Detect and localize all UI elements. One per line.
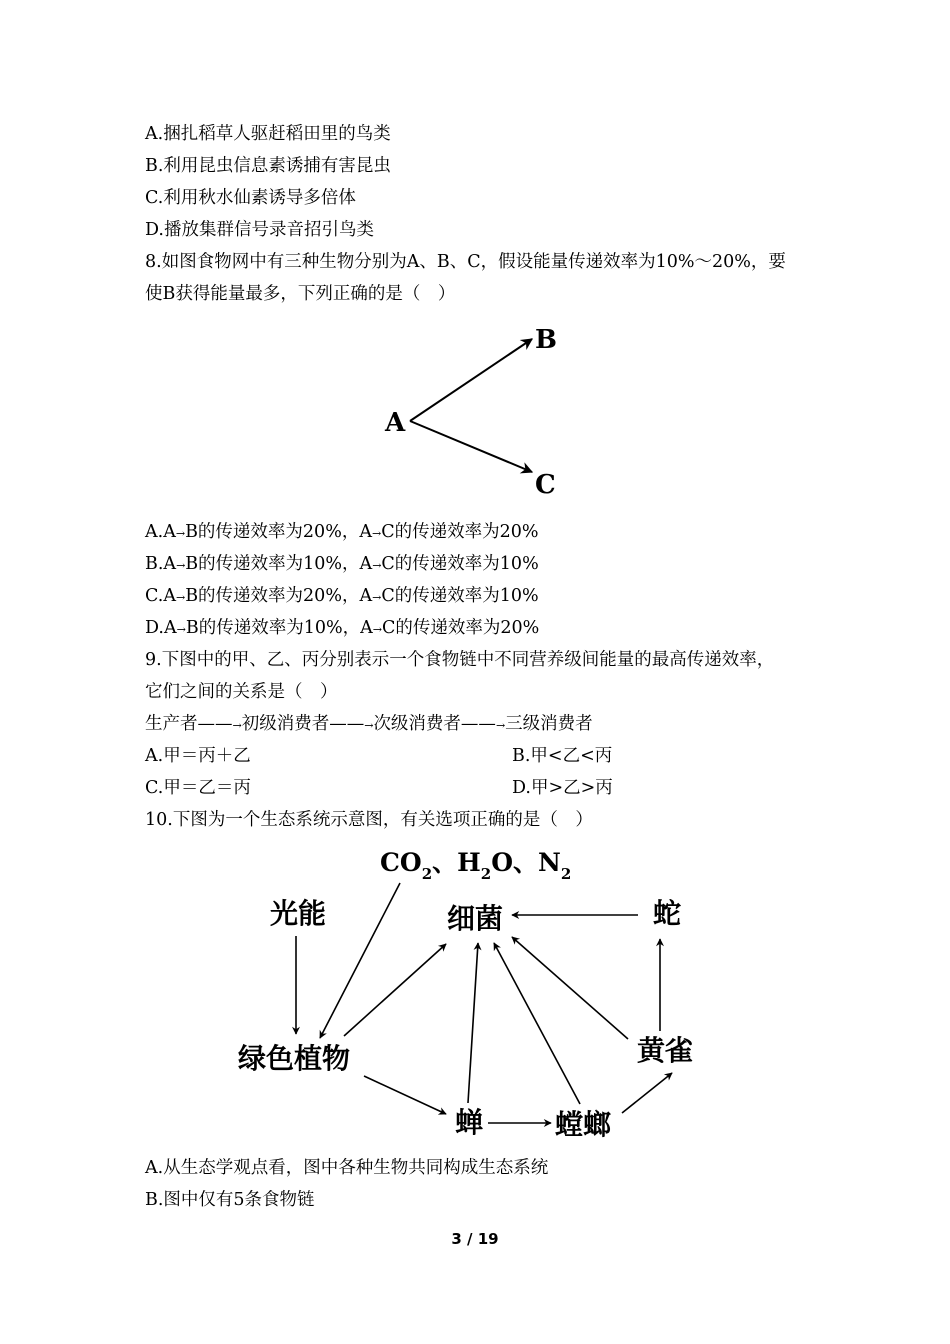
q9-option-c: C.甲＝乙＝丙 — [145, 778, 251, 798]
q8-stem-line2: 使B获得能量最多，下列正确的是（ ） — [145, 284, 456, 304]
q10-arrow-gases-plant — [320, 883, 400, 1038]
q9-stem-line2: 它们之间的关系是（ ） — [145, 682, 338, 702]
q8-stem-line1: 8.如图食物网中有三种生物分别为A、B、C，假设能量传递效率为10%～20%，要 — [145, 252, 786, 272]
q9-stem-line1: 9.下图中的甲、乙、丙分别表示一个食物链中不同营养级间能量的最高传递效率， — [145, 650, 775, 670]
q10-node-mantis: 螳螂 — [555, 1108, 612, 1141]
q9-option-b: B.甲<乙<丙 — [512, 746, 613, 766]
q9-option-d: D.甲>乙>丙 — [512, 778, 613, 798]
q10-arrow-oriole-bacteria — [512, 937, 628, 1039]
q10-arrow-mantis-oriole — [622, 1073, 672, 1113]
q10-option-b: B.图中仅有5条食物链 — [145, 1190, 315, 1210]
q10-node-oriole: 黄雀 — [637, 1034, 694, 1067]
q10-arrow-cicada-bacteria — [468, 943, 478, 1103]
q10-label-gases: $CO_2$、$H_2O$、$N_2$ — [380, 848, 572, 883]
q8-option-d: D.A→B的传递效率为10%，A→C的传递效率为20% — [145, 618, 540, 638]
q10-node-bacteria: 细菌 — [447, 902, 504, 935]
q8-option-b: B.A→B的传递效率为10%，A→C的传递效率为10% — [145, 554, 539, 574]
q7-option-c: C.利用秋水仙素诱导多倍体 — [145, 188, 356, 208]
q9-food-chain: 生产者——→初级消费者——→次级消费者——→三级消费者 — [145, 714, 593, 734]
q10-option-a: A.从生态学观点看，图中各种生物共同构成生态系统 — [145, 1158, 549, 1178]
q7-option-b: B.利用昆虫信息素诱捕有害昆虫 — [145, 156, 391, 176]
q10-arrow-mantis-bacteria — [494, 943, 580, 1104]
q8-node-c: C — [535, 470, 556, 500]
q9-option-a: A.甲＝丙＋乙 — [145, 746, 251, 766]
q10-node-plant: 绿色植物 — [238, 1042, 351, 1075]
q8-node-b: B — [535, 325, 557, 355]
q10-stem: 10.下图为一个生态系统示意图，有关选项正确的是（ ） — [145, 810, 593, 830]
page-number: 3 / 19 — [451, 1230, 499, 1248]
q8-option-a: A.A→B的传递效率为20%，A→C的传递效率为20% — [145, 522, 539, 542]
q8-option-c: C.A→B的传递效率为20%，A→C的传递效率为10% — [145, 586, 539, 606]
q10-node-cicada: 蝉 — [455, 1106, 484, 1139]
q10-node-light: 光能 — [270, 897, 327, 930]
q10-arrow-plant-bacteria — [344, 944, 446, 1036]
q10-node-snake: 蛇 — [653, 897, 682, 930]
q7-option-d: D.播放集群信号录音招引鸟类 — [145, 220, 374, 240]
q8-node-a: A — [385, 408, 406, 438]
q7-option-a: A.捆扎稻草人驱赶稻田里的鸟类 — [145, 124, 391, 144]
q10-arrow-plant-cicada — [364, 1076, 446, 1114]
